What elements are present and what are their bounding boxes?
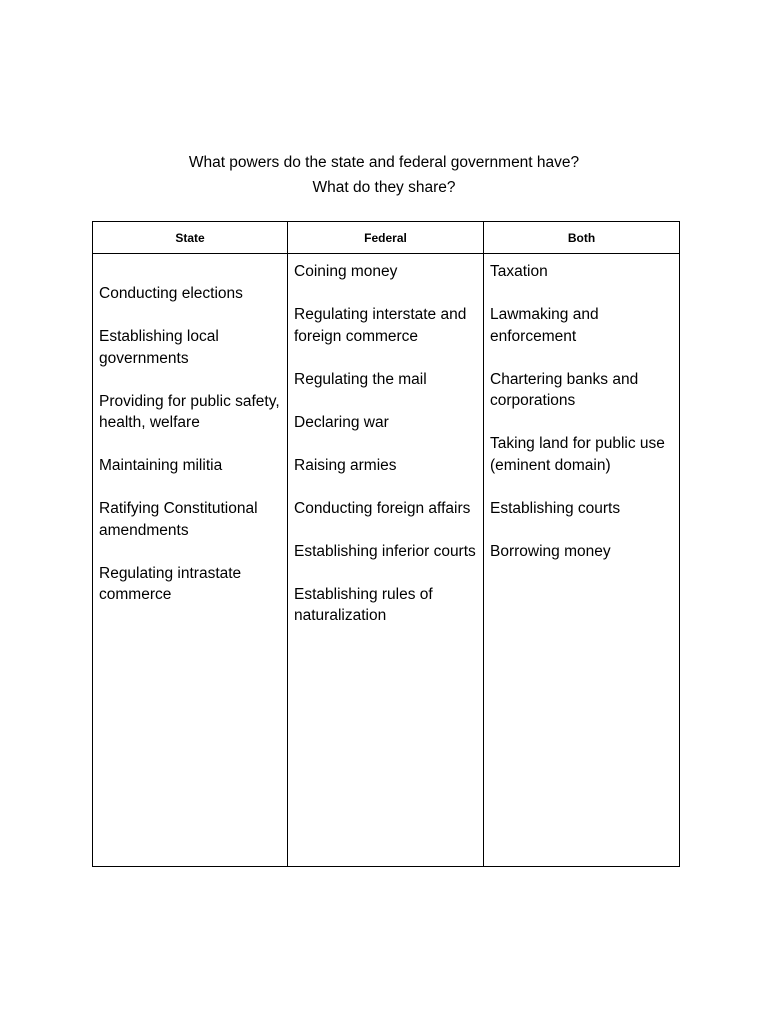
list-item: Chartering banks and corporations xyxy=(490,370,639,409)
both-column-cell xyxy=(484,254,680,867)
list-item: Conducting foreign affairs xyxy=(294,499,471,517)
table-body-row xyxy=(93,254,680,867)
list-item: Taking land for public use (eminent domain) xyxy=(490,435,665,474)
list-item: Taxation xyxy=(490,263,548,280)
table-header-row xyxy=(93,222,680,254)
list-item: Regulating intrastate commerce xyxy=(99,564,242,603)
list-item: Conducting elections xyxy=(99,285,243,302)
list-item: Establishing rules of naturalization xyxy=(294,585,433,624)
page-title: What powers do the state and federal government have? xyxy=(188,154,580,171)
column-header-both: Both xyxy=(484,222,680,254)
federal-column-cell xyxy=(288,254,484,867)
list-item: Borrowing money xyxy=(490,542,611,560)
list-item: Regulating interstate and foreign commerce xyxy=(294,306,467,345)
federal-powers-list xyxy=(294,261,477,627)
list-item: Providing for public safety, health, welfare xyxy=(99,392,280,431)
list-item: Maintaining militia xyxy=(99,457,223,474)
list-item: Establishing courts xyxy=(490,499,621,517)
column-header-state: State xyxy=(93,222,288,254)
list-item: Establishing inferior courts xyxy=(294,542,476,560)
list-item: Establishing local governments xyxy=(99,328,219,367)
list-item: Ratifying Constitutional amendments xyxy=(99,500,258,539)
list-item: Coining money xyxy=(294,263,398,280)
state-powers-list xyxy=(99,283,281,606)
powers-table xyxy=(92,221,680,867)
list-item: Declaring war xyxy=(294,413,389,431)
state-column-cell xyxy=(93,254,288,867)
list-item: Lawmaking and enforcement xyxy=(490,306,599,345)
list-item: Raising armies xyxy=(294,456,397,474)
column-header-federal: Federal xyxy=(288,222,484,254)
page-subtitle: What do they share? xyxy=(312,179,456,196)
list-item: Regulating the mail xyxy=(294,370,427,388)
shared-powers-list xyxy=(490,261,673,562)
